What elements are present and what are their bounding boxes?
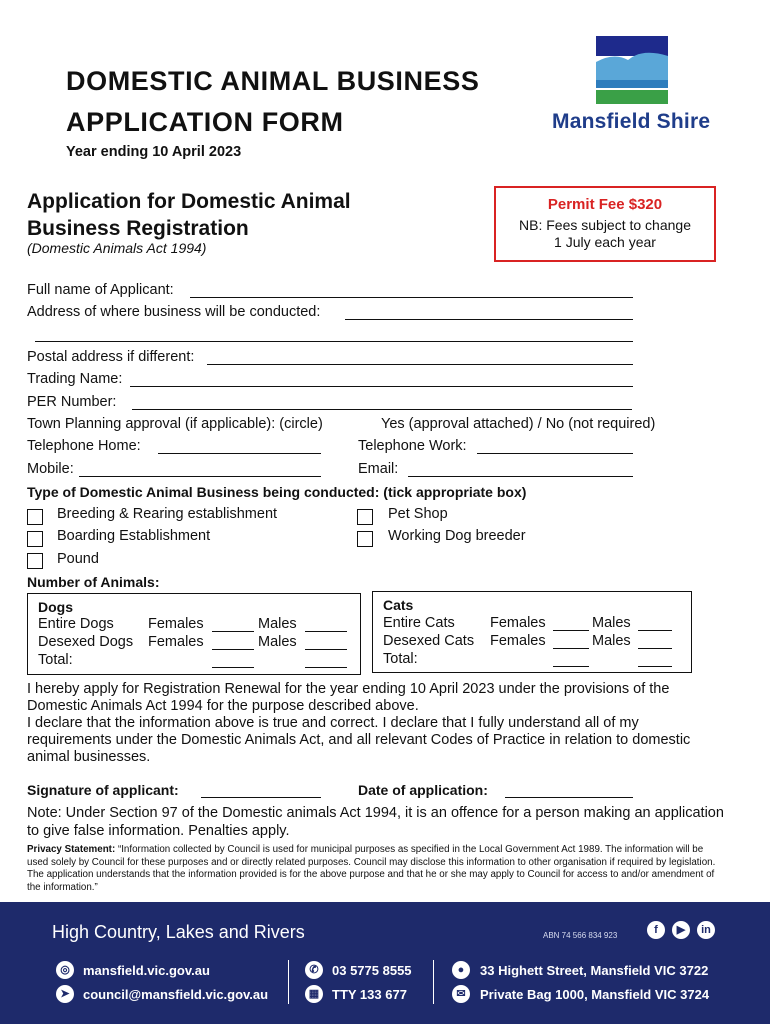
form-title-line2: APPLICATION FORM [66, 107, 344, 137]
abn: ABN 74 566 834 923 [543, 931, 618, 940]
option-breeding: Breeding & Rearing establishment [57, 506, 278, 522]
checkbox-pound[interactable] [27, 553, 43, 569]
dogs-total-males-field[interactable] [305, 653, 347, 668]
footer-website[interactable]: mansfield.vic.gov.au [83, 963, 210, 978]
date-field[interactable] [505, 783, 633, 798]
logo-text: Mansfield Shire [552, 110, 711, 133]
privacy-text: “Information collected by Council is used for municipal purposes as specified in the Local Government Act 1989. The information will be used solely by Council for these purposes and or directly related purposes. Council may disclose this information to other organisation if required by legislation. The application understands that the information provided is for the above purpose and that he or she may apply to Council for access to and/or amendment of the information.” [27, 844, 716, 893]
desexed-cats-males-field[interactable] [638, 634, 672, 649]
mobile-field[interactable] [79, 462, 321, 477]
per-number-label: PER Number: [27, 394, 117, 410]
address-field[interactable] [345, 305, 633, 320]
linkedin-icon[interactable]: in [697, 921, 715, 939]
signature-field[interactable] [201, 783, 321, 798]
footer-email[interactable]: council@mansfield.vic.gov.au [83, 987, 269, 1002]
dogs-total-label: Total: [38, 652, 73, 668]
desexed-cats-males-label: Males [592, 633, 631, 649]
fee-note-line2: 1 July each year [554, 234, 656, 250]
send-icon: ➤ [56, 985, 74, 1003]
location-pin-icon: ● [452, 961, 470, 979]
postal-label: Postal address if different: [27, 349, 195, 365]
desexed-dogs-label: Desexed Dogs [38, 634, 134, 650]
desexed-cats-females-field[interactable] [553, 634, 589, 649]
fee-note-line1: NB: Fees subject to change [519, 217, 691, 233]
option-working-dog: Working Dog breeder [388, 528, 526, 544]
phone-icon: ✆ [305, 961, 323, 979]
date-label: Date of application: [358, 782, 488, 798]
option-pet-shop: Pet Shop [388, 506, 448, 522]
mobile-label: Mobile: [27, 461, 74, 477]
fee-note [496, 217, 714, 251]
footer-tagline: High Country, Lakes and Rivers [52, 922, 305, 942]
checkbox-working-dog[interactable] [357, 531, 373, 547]
entire-dogs-females-field[interactable] [212, 617, 254, 632]
business-type-heading: Type of Domestic Animal Business being conducted: (tick appropriate box) [27, 484, 527, 500]
entire-dogs-label: Entire Dogs [38, 616, 114, 632]
entire-cats-males-field[interactable] [638, 616, 672, 631]
mail-icon: ✉ [452, 985, 470, 1003]
cats-total-males-field[interactable] [638, 652, 672, 667]
desexed-dogs-females-label: Females [148, 634, 204, 650]
globe-icon: ◎ [56, 961, 74, 979]
checkbox-breeding[interactable] [27, 509, 43, 525]
footer-postal-address: Private Bag 1000, Mansfield VIC 3724 [480, 987, 710, 1002]
full-name-label: Full name of Applicant: [27, 282, 174, 298]
tel-work-field[interactable] [477, 439, 633, 454]
desexed-dogs-males-label: Males [258, 634, 297, 650]
town-planning-options[interactable]: Yes (approval attached) / No (not required) [381, 416, 656, 432]
trading-name-label: Trading Name: [27, 371, 123, 387]
footer-divider-1 [288, 960, 289, 1004]
footer [0, 902, 770, 1024]
privacy-statement [27, 844, 717, 894]
tel-home-field[interactable] [158, 439, 321, 454]
email-field[interactable] [408, 462, 633, 477]
address-label: Address of where business will be conducted: [27, 304, 321, 320]
trading-name-field[interactable] [130, 372, 633, 387]
tty-icon: ▦ [305, 985, 323, 1003]
full-name-field[interactable] [190, 283, 633, 298]
desexed-dogs-males-field[interactable] [305, 635, 347, 650]
desexed-cats-females-label: Females [490, 633, 546, 649]
footer-tty: TTY 133 677 [332, 987, 407, 1002]
tel-home-label: Telephone Home: [27, 438, 141, 454]
entire-dogs-females-label: Females [148, 616, 204, 632]
footer-street-address: 33 Highett Street, Mansfield VIC 3722 [480, 963, 709, 978]
desexed-dogs-females-field[interactable] [212, 635, 254, 650]
entire-dogs-males-field[interactable] [305, 617, 347, 632]
dogs-total-females-field[interactable] [212, 653, 254, 668]
cats-total-females-field[interactable] [553, 652, 589, 667]
youtube-icon[interactable]: ▶ [672, 921, 690, 939]
option-boarding: Boarding Establishment [57, 528, 211, 544]
signature-label: Signature of applicant: [27, 782, 179, 798]
animals-heading: Number of Animals: [27, 574, 160, 590]
footer-phone[interactable]: 03 5775 8555 [332, 963, 412, 978]
declaration-paragraph-2: I declare that the information above is true and correct. I declare that I fully understand all of my requirements under the Domestic Animals Act, and all relevant Codes of Practice in relation to domestic animal businesses. [27, 715, 691, 765]
checkbox-boarding[interactable] [27, 531, 43, 547]
declaration-paragraph-1: I hereby apply for Registration Renewal for the year ending 10 April 2023 under the provisions of the Domestic Animals Act 1994 for the purpose described above. [27, 681, 670, 714]
entire-cats-females-field[interactable] [553, 616, 589, 631]
entire-cats-label: Entire Cats [383, 615, 455, 631]
checkbox-pet-shop[interactable] [357, 509, 373, 525]
mansfield-shire-logo [596, 36, 668, 104]
email-label: Email: [358, 461, 399, 477]
privacy-label: Privacy Statement: [27, 844, 116, 855]
facebook-icon[interactable]: f [647, 921, 665, 939]
act-reference: (Domestic Animals Act 1994) [27, 240, 207, 256]
application-heading: Application for Domestic Animal Business Registration [27, 190, 351, 240]
permit-fee-box [494, 186, 716, 262]
entire-dogs-males-label: Males [258, 616, 297, 632]
footer-divider-2 [433, 960, 434, 1004]
entire-cats-females-label: Females [490, 615, 546, 631]
desexed-cats-label: Desexed Cats [383, 633, 475, 649]
permit-fee-title: Permit Fee $320 [547, 196, 663, 213]
cats-total-label: Total: [383, 651, 418, 667]
per-number-field[interactable] [132, 395, 632, 410]
cats-title: Cats [383, 597, 414, 613]
dogs-title: Dogs [38, 599, 73, 615]
false-information-note: Note: Under Section 97 of the Domestic animals Act 1994, it is an offence for a person making an application to give false information. Penalties apply. [27, 805, 724, 839]
address-field-line2[interactable] [35, 327, 633, 342]
form-title-line1: DOMESTIC ANIMAL BUSINESS [66, 66, 480, 96]
year-ending: Year ending 10 April 2023 [66, 144, 242, 160]
tel-work-label: Telephone Work: [358, 438, 467, 454]
town-planning-label: Town Planning approval (if applicable): (circle) [27, 416, 323, 432]
option-pound: Pound [57, 551, 99, 567]
entire-cats-males-label: Males [592, 615, 631, 631]
postal-field[interactable] [207, 350, 633, 365]
